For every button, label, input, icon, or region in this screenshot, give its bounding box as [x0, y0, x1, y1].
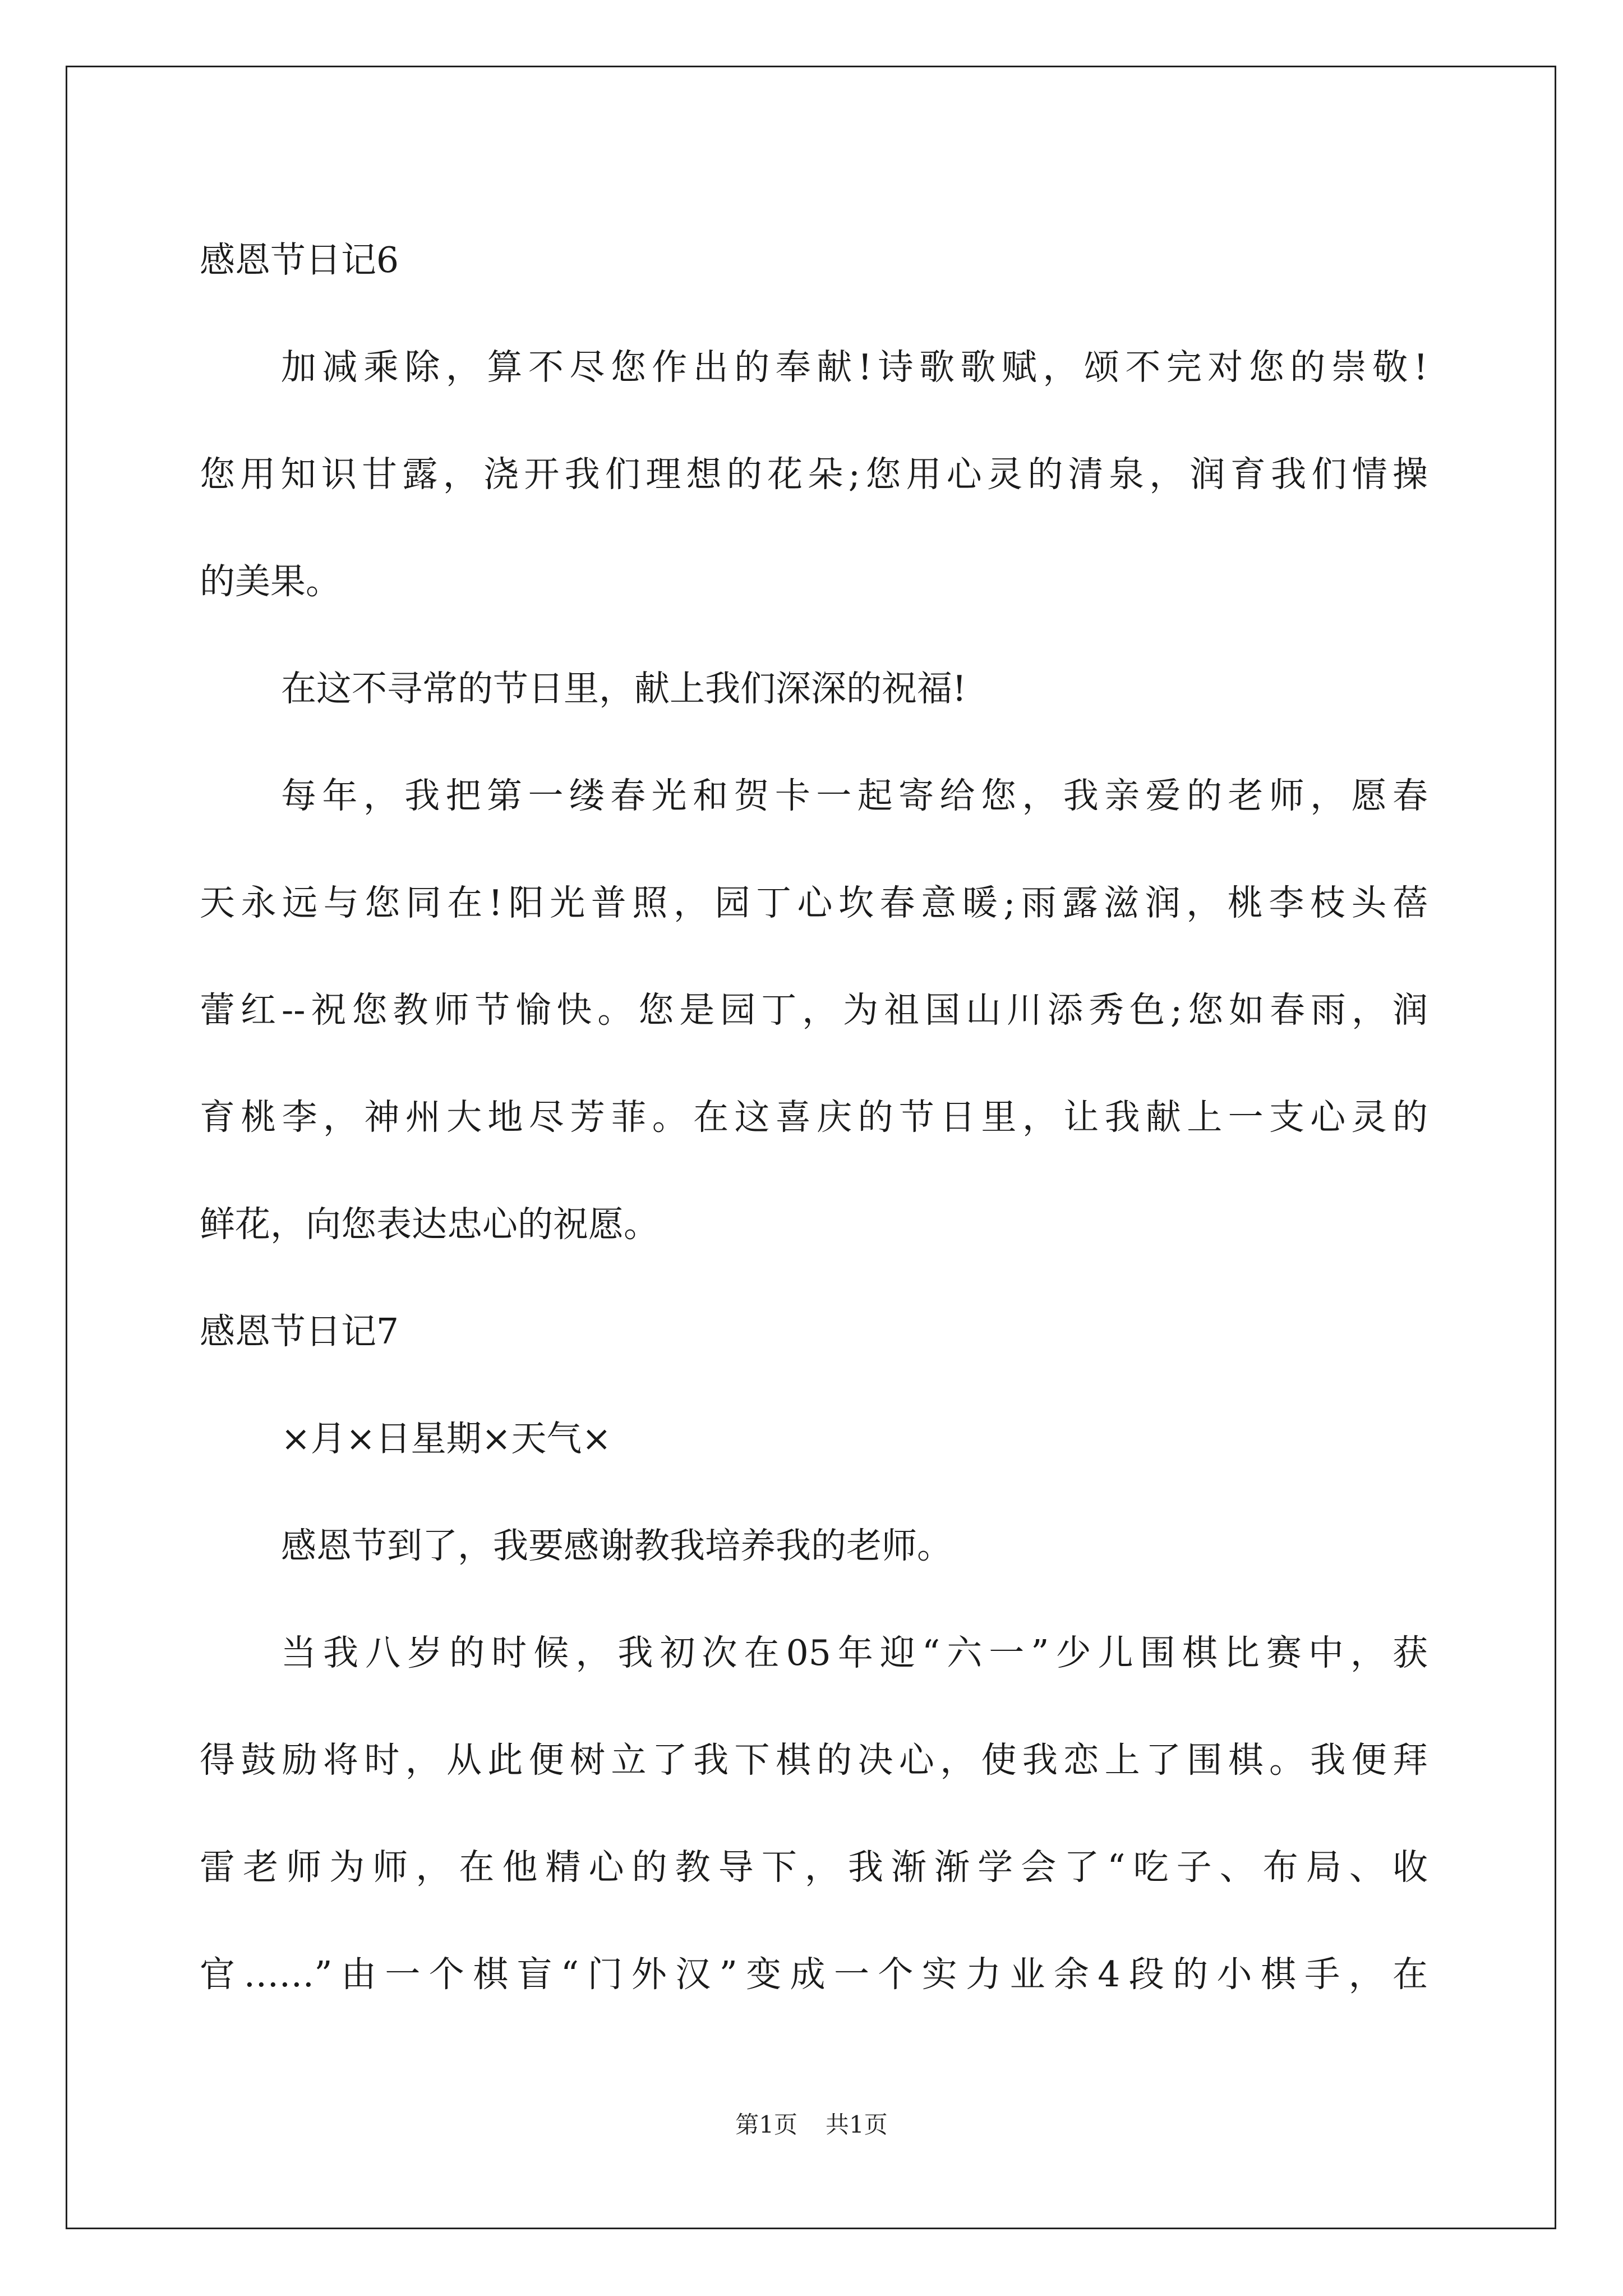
paragraph-line: 在这不寻常的节日里，献上我们深深的祝福!: [281, 668, 967, 709]
paragraph-line: ×月×日星期×天气×: [281, 1418, 612, 1459]
paragraph-line: 每年，我把第一缕春光和贺卡一起寄给您，我亲爱的老师，愿春: [281, 775, 1428, 816]
paragraph-line: 天永远与您同在!阳光普照，园丁心坎春意暖;雨露滋润，桃李枝头蓓: [200, 882, 1428, 923]
page-number-current: 第1页: [735, 2111, 797, 2138]
page-number-total: 共1页: [826, 2111, 888, 2138]
paragraph-line: 育桃李，神州大地尽芳菲。在这喜庆的节日里，让我献上一支心灵的: [200, 1097, 1428, 1138]
paragraph-line: 官……”由一个棋盲“门外汉”变成一个实力业余4段的小棋手，在: [200, 1954, 1428, 1995]
section-heading: 感恩节日记6: [200, 240, 399, 280]
paragraph-line: 得鼓励将时，从此便树立了我下棋的决心，使我恋上了围棋。我便拜: [200, 1740, 1428, 1780]
paragraph-line: 蕾红--祝您教师节愉快。您是园丁，为祖国山川添秀色;您如春雨，润: [200, 990, 1428, 1030]
paragraph-line: 鲜花，向您表达忠心的祝愿。: [200, 1204, 659, 1245]
paragraph-line: 加减乘除，算不尽您作出的奉献!诗歌歌赋，颂不完对您的崇敬!: [281, 347, 1428, 388]
paragraph-line: 雷老师为师，在他精心的教导下，我渐渐学会了“吃子、布局、收: [200, 1847, 1428, 1888]
paragraph-line: 您用知识甘露，浇开我们理想的花朵;您用心灵的清泉，润育我们情操: [200, 454, 1428, 495]
paragraph-line: 感恩节到了，我要感谢教我培养我的老师。: [281, 1525, 952, 1566]
page-footer: [0, 2106, 1623, 2140]
paragraph-line: 当我八岁的时候，我初次在05年迎“六一”少儿围棋比赛中，获: [281, 1632, 1428, 1673]
document-body: [200, 206, 1428, 2028]
section-heading: 感恩节日记7: [200, 1311, 399, 1352]
paragraph-line: 的美果。: [200, 561, 341, 602]
